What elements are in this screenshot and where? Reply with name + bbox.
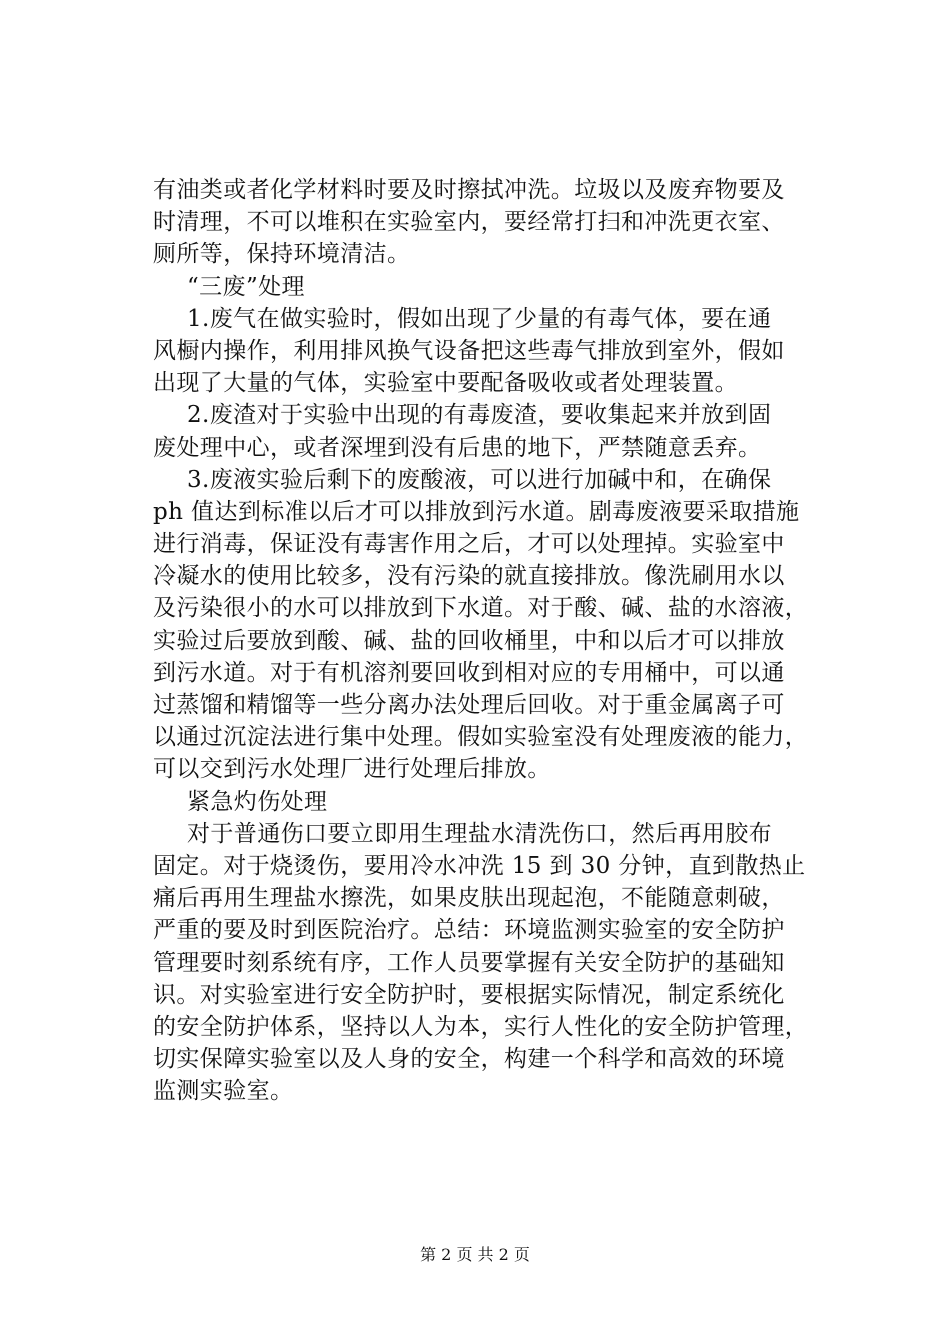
- text-line: 严重的要及时到医院治疗。总结：环境监测实验室的安全防护: [153, 917, 785, 944]
- text-line: 有油类或者化学材料时要及时擦拭冲洗。垃圾以及废弃物要及: [153, 177, 785, 203]
- text-line: 管理要时刻系统有序，工作人员要掌握有关安全防护的基础知: [153, 949, 785, 976]
- text-line: 风橱内操作，利用排风换气设备把这些毒气排放到室外，假如: [153, 337, 785, 364]
- text-line: 及污染很小的水可以排放到下水道。对于酸、碱、盐的水溶液，: [153, 595, 809, 622]
- text-line: 固定。对于烧烫伤，要用冷水冲洗 15 到 30 分钟，直到散热止: [153, 852, 806, 879]
- text-line: 冷凝水的使用比较多，没有污染的就直接排放。像洗刷用水以: [153, 563, 785, 590]
- text-line: 废处理中心，或者深埋到没有后患的地下，严禁随意丢弃。: [153, 434, 762, 461]
- text-line: 识。对实验室进行安全防护时，要根据实际情况，制定系统化: [153, 981, 785, 1008]
- text-line: 1.废气在做实验时，假如出现了少量的有毒气体，要在通: [187, 305, 772, 332]
- text-line: 到污水道。对于有机溶剂要回收到相对应的专用桶中，可以通: [153, 659, 785, 686]
- text-line: 可以交到污水处理厂进行处理后排放。: [153, 756, 551, 783]
- text-line: 痛后再用生理盐水擦洗，如果皮肤出现起泡，不能随意刺破，: [153, 885, 785, 912]
- section-heading-burn-treatment: 紧急灼伤处理: [187, 788, 328, 815]
- text-line: 2.废渣对于实验中出现的有毒废渣，要收集起来并放到固: [187, 402, 772, 429]
- text-line: 3.废液实验后剩下的废酸液，可以进行加碱中和，在确保: [187, 466, 772, 493]
- text-line: 对于普通伤口要立即用生理盐水清洗伤口，然后再用胶布: [187, 820, 772, 847]
- text-line: 切实保障实验室以及人身的安全，构建一个科学和高效的环境: [153, 1046, 785, 1073]
- text-line: 出现了大量的气体，实验室中要配备吸收或者处理装置。: [153, 370, 738, 397]
- text-line: 的安全防护体系，坚持以人为本，实行人性化的安全防护管理，: [153, 1013, 809, 1040]
- text-line: 以通过沉淀法进行集中处理。假如实验室没有处理废液的能力，: [153, 724, 809, 751]
- text-line: 监测实验室。: [153, 1078, 294, 1105]
- text-line: 厕所等，保持环境清洁。: [153, 241, 411, 268]
- section-heading-three-wastes: “三废”处理: [187, 273, 305, 300]
- text-line: 实验过后要放到酸、碱、盐的回收桶里，中和以后才可以排放: [153, 627, 785, 654]
- text-line: 过蒸馏和精馏等一些分离办法处理后回收。对于重金属离子可: [153, 692, 785, 718]
- text-line: ph 值达到标准以后才可以排放到污水道。剧毒废液要采取措施: [153, 498, 800, 525]
- text-line: 进行消毒，保证没有毒害作用之后，才可以处理掉。实验室中: [153, 531, 785, 558]
- text-line: 时清理，不可以堆积在实验室内，要经常打扫和冲洗更衣室、: [153, 209, 785, 236]
- document-body: [153, 174, 843, 1107]
- page-number-footer: 第 2 页 共 2 页: [420, 1245, 530, 1264]
